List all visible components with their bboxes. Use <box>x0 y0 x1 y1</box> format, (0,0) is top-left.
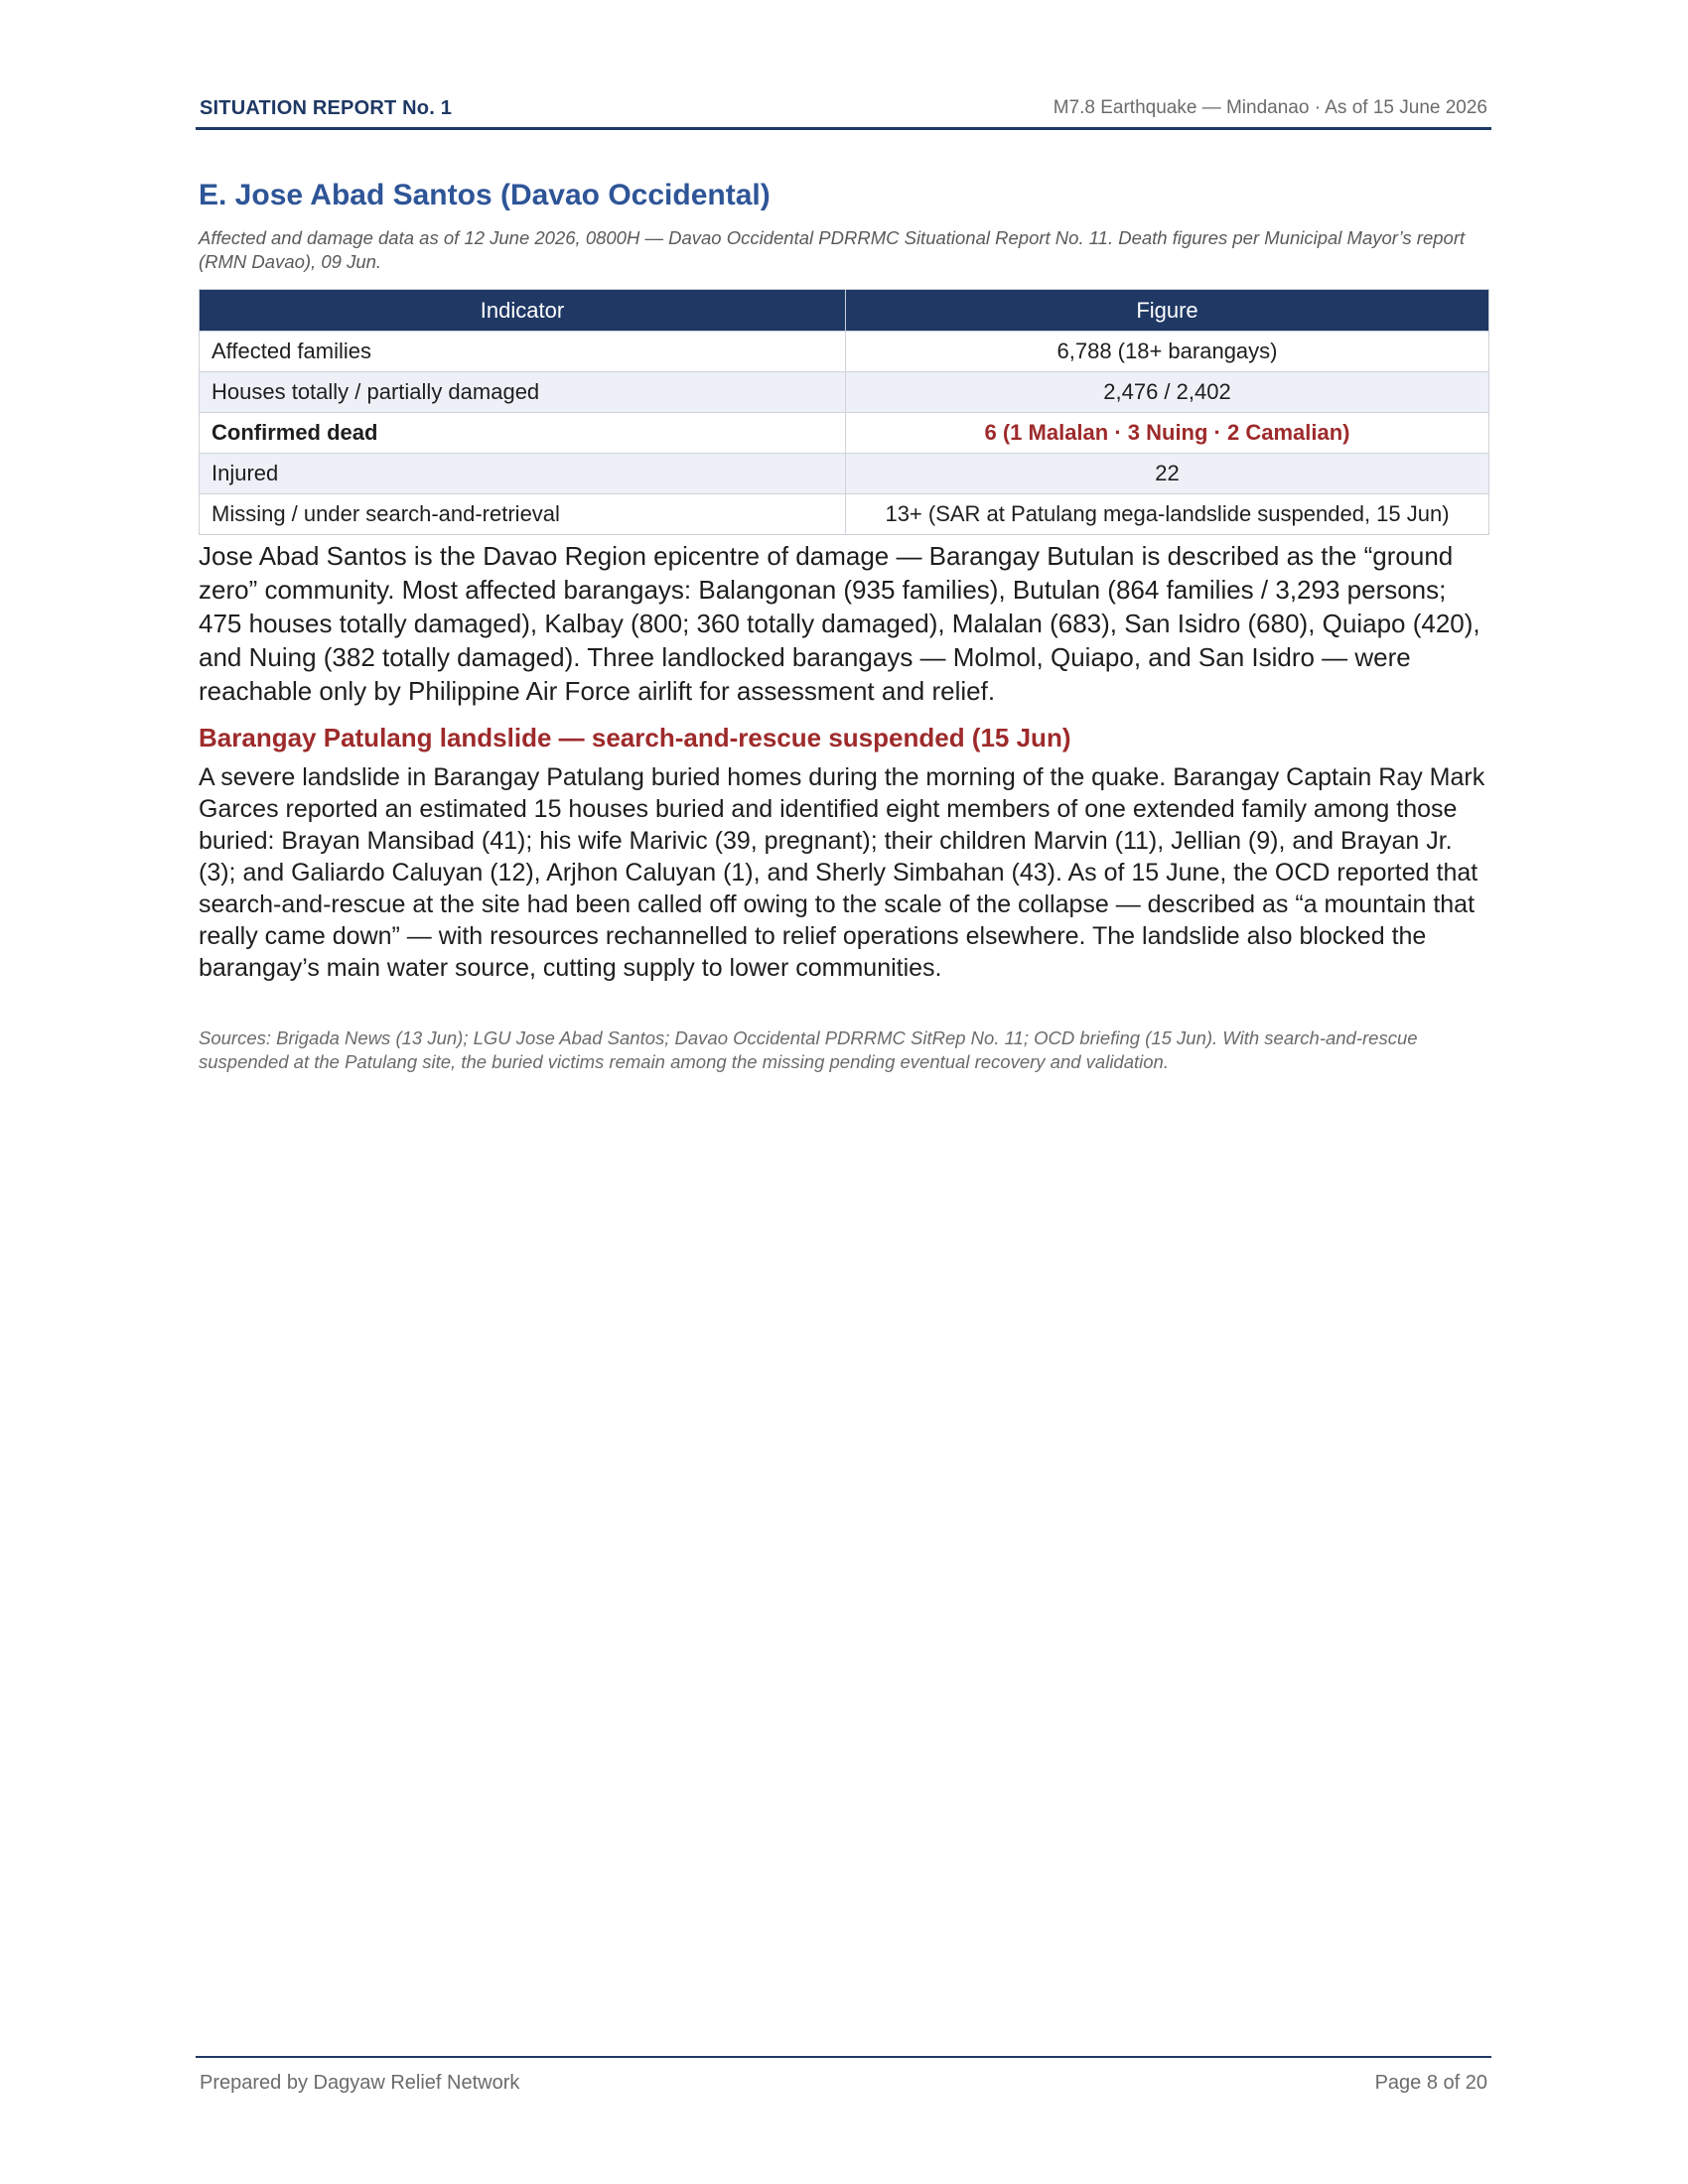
figure-cell: 6 (1 Malalan · 3 Nuing · 2 Camalian) <box>846 413 1489 454</box>
report-subtitle: M7.8 Earthquake — Mindanao · As of 15 June 2026 <box>1053 97 1487 118</box>
landslide-subheading: Barangay Patulang landslide — search-and-rescue suspended (15 Jun) <box>199 723 1071 752</box>
sources-note: Sources: Brigada News (13 Jun); LGU Jose Abad Santos; Davao Occidental PDRRMC SitRep No. 11; OCD briefing (15 Jun). With search-and-rescue suspended at the Patulang site, the buried victims remain among the missing pending eventual recovery and validation. <box>199 1027 1418 1072</box>
section-data-note: Affected and damage data as of 12 June 2026, 0800H — Davao Occidental PDRRMC Situational Report No. 11. Death figures per Municipal Mayor’s report (RMN Davao), 09 Jun. <box>199 227 1466 272</box>
landslide-paragraph: A severe landslide in Barangay Patulang buried homes during the morning of the quake. Barangay Captain Ray Mark Garces reported an estimated 15 houses buried and identified eight members of one extended family among those buried: Brayan Mansibad (41); his wife Marivic (39, pregnant); their children Marvin (11), Jellian (9), and Brayan Jr. (3); and Galiardo Caluyan (12), Arjhon Caluyan (1), and Sherly Simbahan (43). As of 15 June, the OCD reported that search-and-rescue at the site had been called off owing to the scale of the collapse — described as “a mountain that really came down” — with resources rechannelled to relief operations elsewhere. The landslide also blocked the barangay’s main water source, cutting supply to lower communities. <box>199 763 1485 982</box>
table-row <box>200 494 1489 535</box>
indicator-cell: Confirmed dead <box>200 413 846 454</box>
table-row <box>200 454 1489 494</box>
table-row <box>200 372 1489 413</box>
page-number: Page 8 of 20 <box>1374 2072 1487 2094</box>
table-row-confirmed-dead <box>200 413 1489 454</box>
indicator-cell: Houses totally / partially damaged <box>200 372 846 413</box>
indicator-cell: Injured <box>200 454 846 494</box>
figure-cell: 22 <box>846 454 1489 494</box>
overview-paragraph: Jose Abad Santos is the Davao Region epicentre of damage — Barangay Butulan is described as the “ground zero” community. Most affected barangays: Balangonan (935 families), Butulan (864 families / 3,293 persons; 475 houses totally damaged), Kalbay (800; 360 totally damaged), Malalan (683), San Isidro (680), Quiapo (420), and Nuing (382 totally damaged). Three landlocked barangays — Molmol, Quiapo, and San Isidro — were reachable only by Philippine Air Force airlift for assessment and relief. <box>199 541 1480 706</box>
figure-column-header: Figure <box>846 290 1489 332</box>
report-title: SITUATION REPORT No. 1 <box>200 97 453 119</box>
indicator-cell: Affected families <box>200 332 846 372</box>
indicator-cell: Missing / under search-and-retrieval <box>200 494 846 535</box>
figure-cell: 2,476 / 2,402 <box>846 372 1489 413</box>
table-header-row <box>200 290 1489 332</box>
damage-indicator-table <box>199 289 1489 535</box>
running-footer <box>196 2056 1491 2098</box>
table-row <box>200 332 1489 372</box>
section-heading: E. Jose Abad Santos (Davao Occidental) <box>199 179 771 211</box>
indicator-column-header: Indicator <box>200 290 846 332</box>
figure-cell: 6,788 (18+ barangays) <box>846 332 1489 372</box>
figure-cell: 13+ (SAR at Patulang mega-landslide suspended, 15 Jun) <box>846 494 1489 535</box>
prepared-by: Prepared by Dagyaw Relief Network <box>200 2072 520 2094</box>
running-header <box>196 97 1491 130</box>
